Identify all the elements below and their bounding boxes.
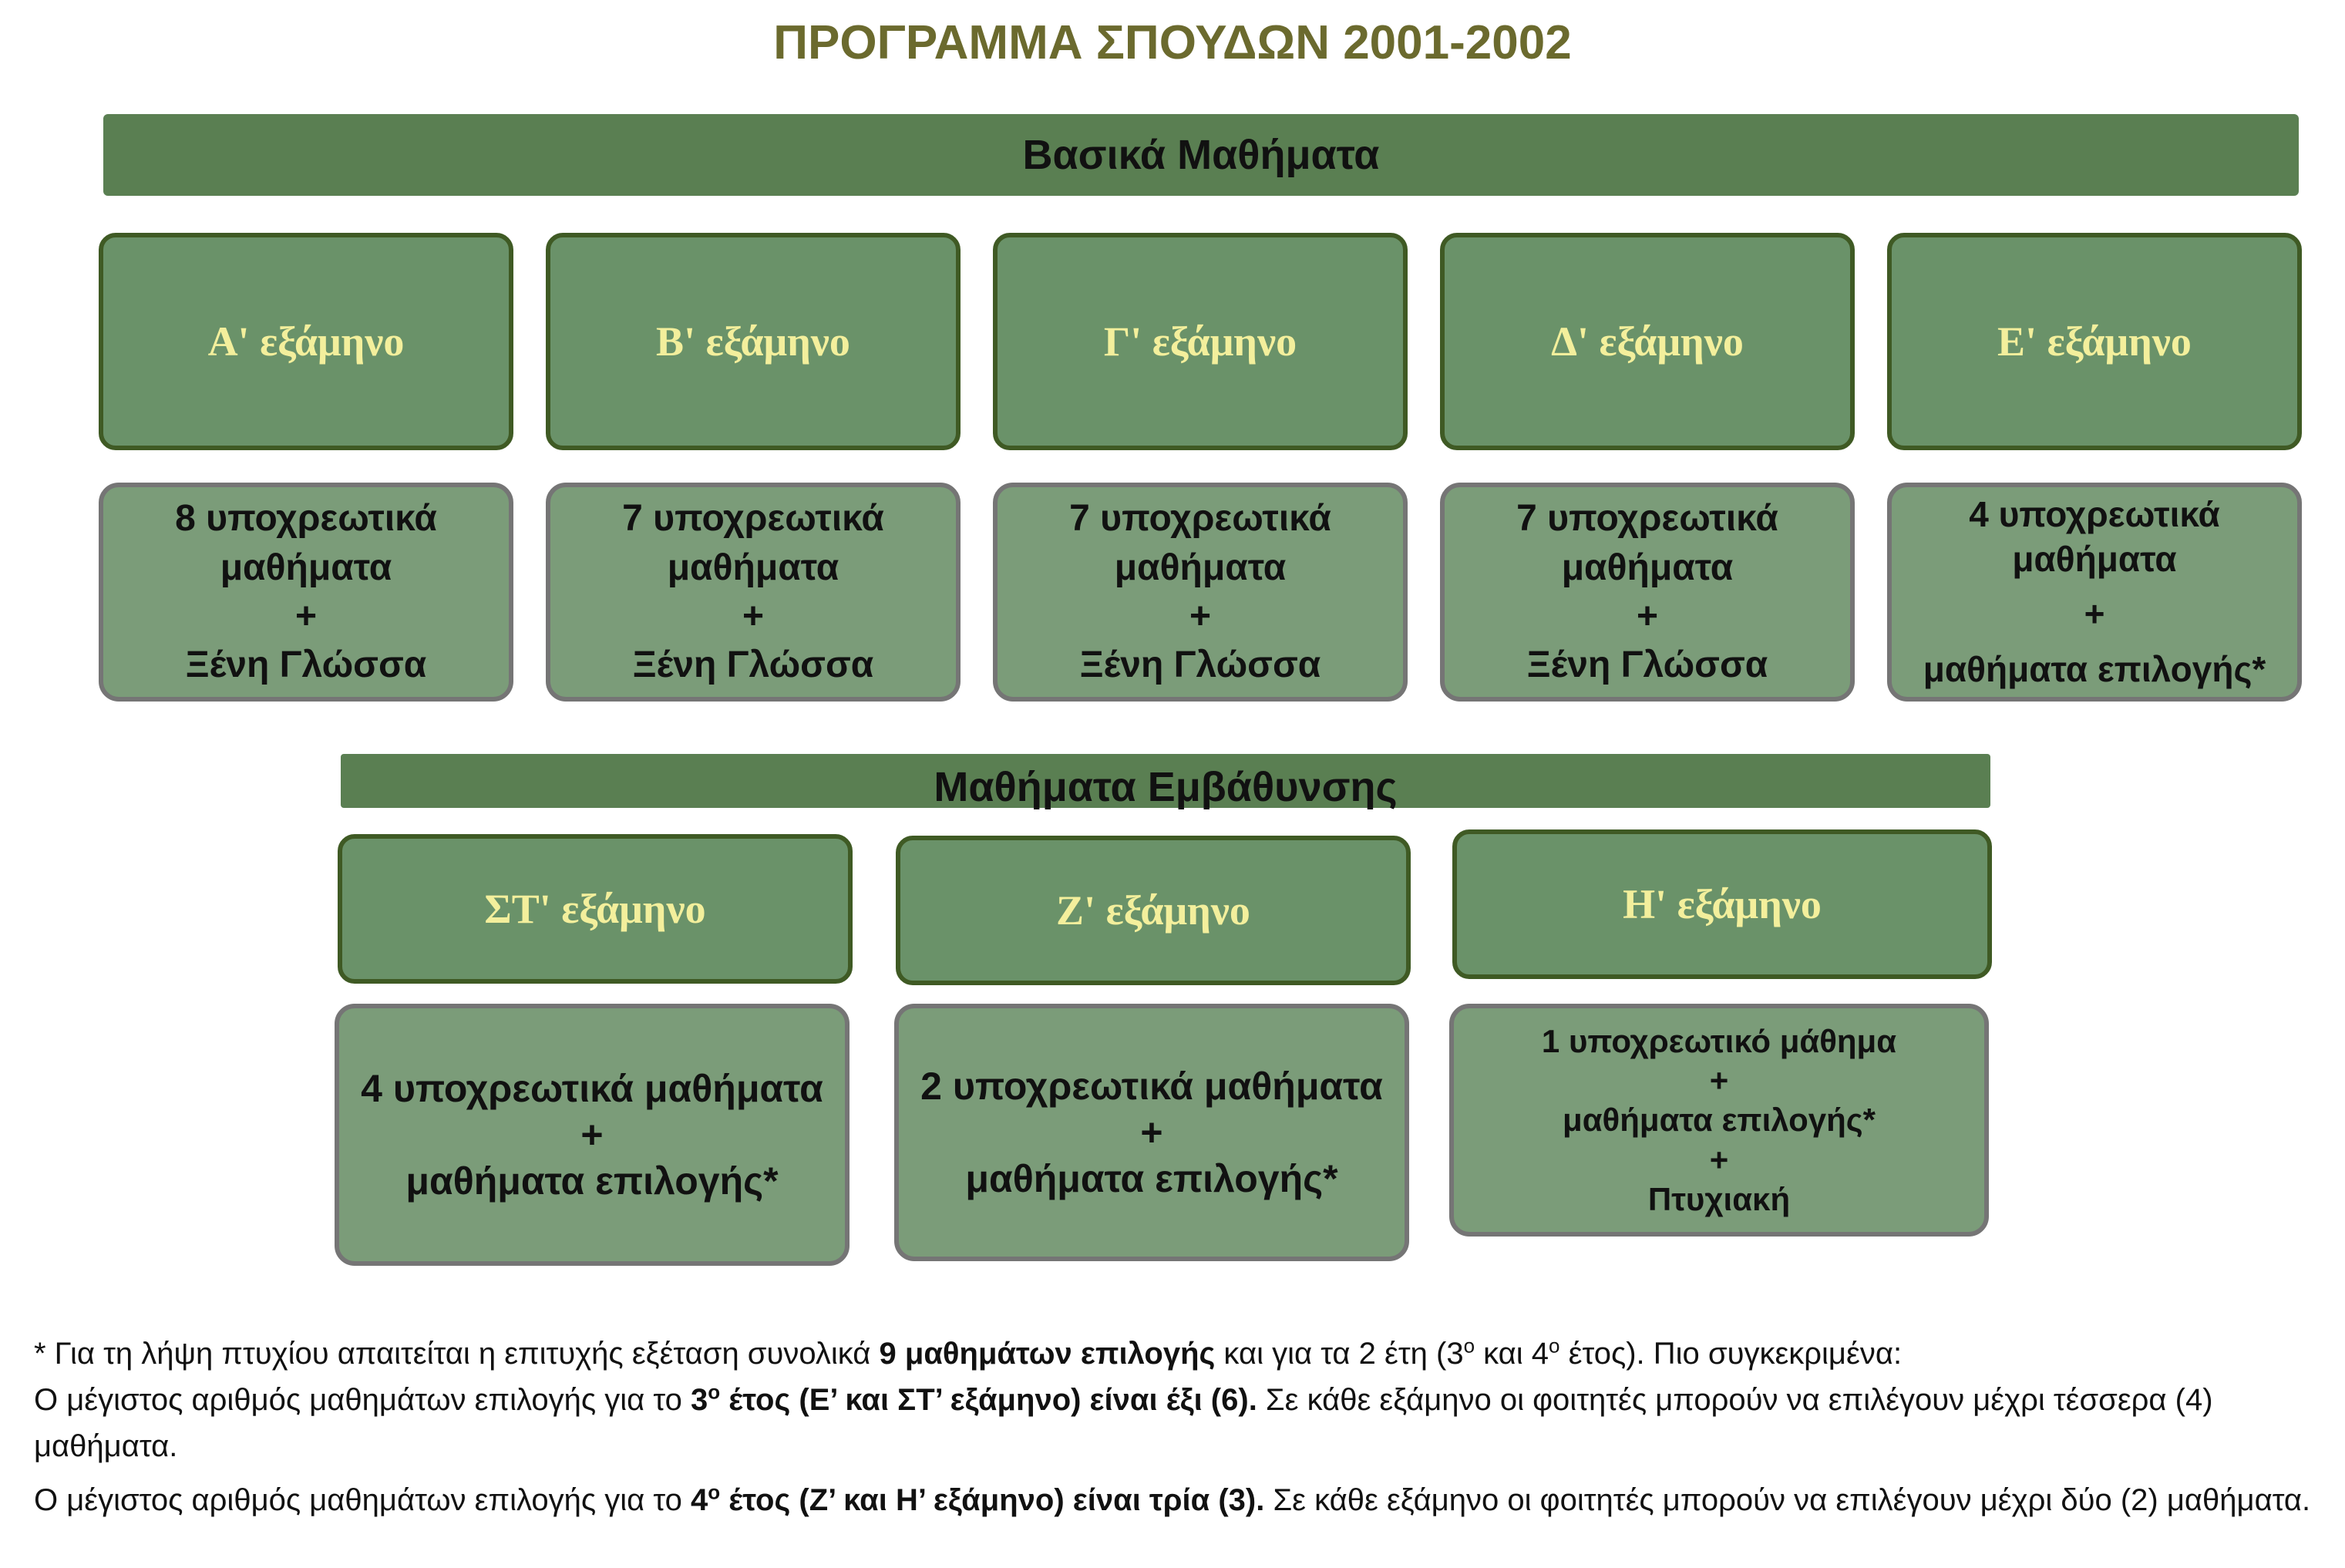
desc-line: + — [294, 596, 318, 637]
desc-line: + — [580, 1113, 604, 1156]
desc-line: 4 υποχρεωτικά μαθήματα — [361, 1067, 823, 1110]
desc-line: μαθήματα — [220, 547, 392, 588]
page-title: ΠΡΟΓΡΑΜΜΑ ΣΠΟΥΔΩΝ 2001-2002 — [773, 16, 1572, 69]
desc-line: μαθήματα — [2012, 538, 2177, 579]
semester-h-box: Η' εξάμηνο — [1452, 829, 1992, 979]
desc-line: 7 υποχρεωτικά — [622, 498, 884, 540]
semester-st-description — [335, 1004, 850, 1266]
footnotes — [34, 1331, 2316, 1523]
semester-h-description — [1449, 1004, 1989, 1237]
desc-line: Πτυχιακή — [1647, 1180, 1791, 1217]
desc-line: 8 υποχρεωτικά — [175, 498, 437, 540]
advanced-courses-header: Μαθήματα Εμβάθυνσης — [934, 764, 1398, 810]
footnote-3: Ο μέγιστος αριθμός μαθημάτων επιλογής για το $4^o$ έτος (Ζ’ και Η’ εξάμηνο) είναι τρία (3). Σε κάθε εξάμηνο οι φοιτητές μπορούν να επιλέγουν μέχρι δύο (2) μαθήματα. — [34, 1480, 2311, 1517]
semester-z-box: Ζ' εξάμηνο — [896, 836, 1411, 985]
desc-line: Ξένη Γλώσσα — [185, 644, 427, 686]
semester-e-description — [1887, 483, 2302, 702]
semester-c-description — [993, 483, 1408, 702]
semester-a-description — [99, 483, 513, 702]
desc-line: + — [2084, 594, 2105, 634]
desc-line: μαθήματα επιλογής* — [1923, 648, 2266, 689]
desc-line: + — [1140, 1111, 1163, 1154]
desc-line: 7 υποχρεωτικά — [1516, 498, 1778, 540]
desc-line: + — [1189, 596, 1212, 637]
desc-line: 4 υποχρεωτικά — [1969, 494, 2220, 534]
semester-a-box: Α' εξάμηνο — [99, 233, 513, 450]
desc-line: Ξένη Γλώσσα — [1526, 644, 1768, 686]
semester-b-description — [546, 483, 961, 702]
basic-courses-header: Βασικά Μαθήματα — [103, 114, 2299, 196]
footnote-2: Ο μέγιστος αριθμός μαθημάτων επιλογής για το $3^o$ έτος (Ε’ και ΣΤ’ εξάμηνο) είναι έξι (6). Σε κάθε εξάμηνο οι φοιτητές μπορούν να επιλέγουν μέχρι τέσσερα (4) μαθήματα. — [34, 1380, 2213, 1463]
desc-line: μαθήματα επιλογής* — [405, 1159, 779, 1203]
semester-b-box: Β' εξάμηνο — [546, 233, 961, 450]
desc-line: μαθήματα — [1561, 547, 1734, 588]
semester-d-description — [1440, 483, 1855, 702]
semester-d-box: Δ' εξάμηνο — [1440, 233, 1855, 450]
desc-line: μαθήματα — [667, 547, 839, 588]
desc-line: 1 υποχρεωτικό μάθημα — [1541, 1022, 1897, 1059]
footnote-1: * Για τη λήψη πτυχίου απαιτείται η επιτυχής εξέταση συνολικά 9 μαθημάτων επιλογής και για τα 2 έτη ($3^o$ και $4^o$ έτος). Πιο συγκεκριμένα: — [34, 1334, 1903, 1371]
desc-line: Ξένη Γλώσσα — [1079, 644, 1321, 686]
desc-line: + — [1709, 1062, 1729, 1099]
desc-line: + — [1636, 596, 1659, 637]
desc-line: μαθήματα επιλογής* — [965, 1157, 1338, 1200]
desc-line: μαθήματα επιλογής* — [1563, 1102, 1876, 1139]
semester-st-box: ΣΤ' εξάμηνο — [338, 834, 853, 984]
desc-line: μαθήματα — [1114, 547, 1287, 588]
desc-line: Ξένη Γλώσσα — [632, 644, 874, 686]
semester-e-box: Ε' εξάμηνο — [1887, 233, 2302, 450]
desc-line: + — [742, 596, 765, 637]
semester-c-box: Γ' εξάμηνο — [993, 233, 1408, 450]
desc-line: + — [1709, 1141, 1729, 1178]
desc-line: 7 υποχρεωτικά — [1069, 498, 1331, 540]
semester-z-description — [894, 1004, 1409, 1261]
desc-line: 2 υποχρεωτικά μαθήματα — [920, 1065, 1383, 1108]
